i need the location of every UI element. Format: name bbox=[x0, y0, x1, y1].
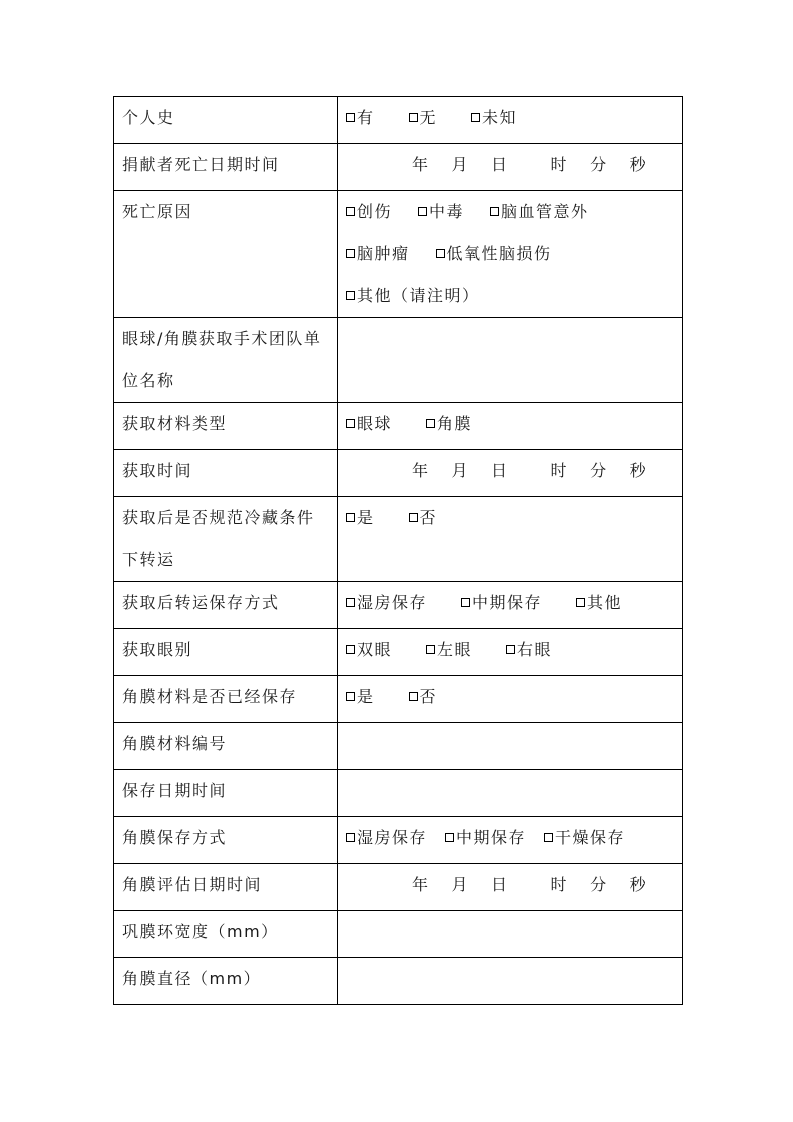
checkbox-option[interactable] bbox=[409, 497, 438, 539]
text-field[interactable] bbox=[338, 770, 683, 817]
option-label: 脑血管意外 bbox=[501, 202, 589, 221]
field-value bbox=[338, 191, 683, 318]
field-value bbox=[338, 629, 683, 676]
table-row bbox=[114, 958, 683, 1005]
checkbox-icon[interactable] bbox=[346, 833, 355, 842]
checkbox-icon[interactable] bbox=[346, 419, 355, 428]
checkbox-icon[interactable] bbox=[426, 419, 435, 428]
checkbox-option[interactable] bbox=[418, 191, 464, 233]
option-label: 其他（请注明） bbox=[357, 286, 480, 305]
year-unit: 年 bbox=[412, 461, 430, 480]
checkbox-icon[interactable] bbox=[346, 645, 355, 654]
checkbox-icon[interactable] bbox=[576, 598, 585, 607]
option-label: 湿房保存 bbox=[357, 828, 428, 847]
checkbox-option[interactable] bbox=[346, 497, 375, 539]
second-unit: 秒 bbox=[629, 875, 648, 894]
table-row bbox=[114, 911, 683, 958]
field-value bbox=[338, 403, 683, 450]
table-row bbox=[114, 676, 683, 723]
checkbox-icon[interactable] bbox=[445, 833, 454, 842]
checkbox-option[interactable] bbox=[544, 817, 625, 859]
field-label: 巩膜环宽度（mm） bbox=[114, 911, 338, 958]
checkbox-icon[interactable] bbox=[418, 207, 427, 216]
hour-unit: 时 bbox=[550, 461, 569, 480]
minute-unit: 分 bbox=[590, 875, 608, 894]
month-unit: 月 bbox=[451, 155, 470, 174]
field-value bbox=[338, 582, 683, 629]
checkbox-option[interactable] bbox=[346, 676, 375, 718]
field-label: 获取材料类型 bbox=[114, 403, 338, 450]
field-label: 获取时间 bbox=[114, 450, 338, 497]
option-label: 其他 bbox=[587, 593, 623, 612]
field-label: 角膜保存方式 bbox=[114, 817, 338, 864]
option-label: 是 bbox=[357, 508, 375, 527]
checkbox-icon[interactable] bbox=[461, 598, 470, 607]
option-label: 低氧性脑损伤 bbox=[446, 244, 552, 263]
checkbox-icon[interactable] bbox=[346, 207, 355, 216]
datetime-field[interactable] bbox=[338, 450, 683, 497]
option-label: 未知 bbox=[482, 108, 518, 127]
field-label: 死亡原因 bbox=[114, 191, 338, 318]
checkbox-icon[interactable] bbox=[506, 645, 515, 654]
minute-unit: 分 bbox=[590, 155, 608, 174]
field-label: 捐献者死亡日期时间 bbox=[114, 144, 338, 191]
checkbox-option[interactable] bbox=[409, 97, 438, 139]
option-label: 湿房保存 bbox=[357, 593, 428, 612]
checkbox-icon[interactable] bbox=[426, 645, 435, 654]
table-row bbox=[114, 723, 683, 770]
field-label: 获取后转运保存方式 bbox=[114, 582, 338, 629]
checkbox-icon[interactable] bbox=[409, 692, 418, 701]
checkbox-option[interactable] bbox=[490, 191, 589, 233]
option-label: 创伤 bbox=[357, 202, 393, 221]
option-label: 左眼 bbox=[437, 640, 473, 659]
checkbox-icon[interactable] bbox=[346, 249, 355, 258]
checkbox-option[interactable] bbox=[445, 817, 526, 859]
checkbox-icon[interactable] bbox=[409, 513, 418, 522]
year-unit: 年 bbox=[412, 875, 430, 894]
checkbox-option[interactable] bbox=[346, 275, 480, 317]
option-label: 否 bbox=[419, 687, 438, 706]
option-label: 角膜 bbox=[437, 414, 473, 433]
table-row bbox=[114, 817, 683, 864]
field-label: 获取后是否规范冷藏条件下转运 bbox=[114, 497, 338, 582]
checkbox-option[interactable] bbox=[471, 97, 517, 139]
option-label: 无 bbox=[419, 108, 438, 127]
field-label: 保存日期时间 bbox=[114, 770, 338, 817]
checkbox-option[interactable] bbox=[506, 629, 552, 671]
option-label: 否 bbox=[419, 508, 438, 527]
checkbox-icon[interactable] bbox=[436, 249, 445, 258]
table-row bbox=[114, 318, 683, 403]
field-label: 角膜材料编号 bbox=[114, 723, 338, 770]
checkbox-icon[interactable] bbox=[346, 513, 355, 522]
option-label: 中期保存 bbox=[456, 828, 527, 847]
field-value bbox=[338, 676, 683, 723]
second-unit: 秒 bbox=[629, 461, 648, 480]
checkbox-icon[interactable] bbox=[346, 692, 355, 701]
option-label: 脑肿瘤 bbox=[357, 244, 410, 263]
field-label: 角膜评估日期时间 bbox=[114, 864, 338, 911]
month-unit: 月 bbox=[451, 875, 470, 894]
checkbox-option[interactable] bbox=[436, 233, 552, 275]
donor-form-table bbox=[113, 96, 683, 1005]
minute-unit: 分 bbox=[590, 461, 608, 480]
field-label: 角膜直径（mm） bbox=[114, 958, 338, 1005]
field-value bbox=[338, 97, 683, 144]
option-label: 中毒 bbox=[429, 202, 465, 221]
checkbox-option[interactable] bbox=[346, 582, 427, 624]
checkbox-icon[interactable] bbox=[346, 113, 355, 122]
hour-unit: 时 bbox=[550, 875, 569, 894]
option-label: 有 bbox=[357, 108, 375, 127]
option-label: 是 bbox=[357, 687, 375, 706]
field-label: 个人史 bbox=[114, 97, 338, 144]
day-unit: 日 bbox=[491, 875, 509, 894]
table-row bbox=[114, 864, 683, 911]
day-unit: 日 bbox=[491, 461, 509, 480]
option-label: 双眼 bbox=[357, 640, 393, 659]
text-field[interactable] bbox=[338, 723, 683, 770]
table-row bbox=[114, 191, 683, 318]
field-value bbox=[338, 817, 683, 864]
checkbox-icon[interactable] bbox=[409, 113, 418, 122]
table-row bbox=[114, 97, 683, 144]
checkbox-icon[interactable] bbox=[346, 291, 355, 300]
checkbox-icon[interactable] bbox=[471, 113, 480, 122]
field-label: 眼球/角膜获取手术团队单位名称 bbox=[114, 318, 338, 403]
checkbox-option[interactable] bbox=[461, 582, 542, 624]
field-label: 获取眼别 bbox=[114, 629, 338, 676]
month-unit: 月 bbox=[451, 461, 470, 480]
table-row bbox=[114, 450, 683, 497]
option-label: 眼球 bbox=[357, 414, 393, 433]
option-label: 干燥保存 bbox=[555, 828, 626, 847]
hour-unit: 时 bbox=[550, 155, 569, 174]
checkbox-option[interactable] bbox=[346, 817, 427, 859]
checkbox-option[interactable] bbox=[576, 582, 622, 624]
checkbox-icon[interactable] bbox=[346, 598, 355, 607]
table-row bbox=[114, 629, 683, 676]
checkbox-option[interactable] bbox=[346, 191, 392, 233]
datetime-field[interactable] bbox=[338, 144, 683, 191]
checkbox-option[interactable] bbox=[346, 629, 392, 671]
checkbox-option[interactable] bbox=[346, 233, 410, 275]
option-label: 右眼 bbox=[517, 640, 553, 659]
table-row bbox=[114, 497, 683, 582]
checkbox-option[interactable] bbox=[346, 403, 392, 445]
second-unit: 秒 bbox=[629, 155, 648, 174]
field-label: 角膜材料是否已经保存 bbox=[114, 676, 338, 723]
table-row bbox=[114, 403, 683, 450]
checkbox-option[interactable] bbox=[426, 629, 472, 671]
option-label: 中期保存 bbox=[472, 593, 543, 612]
checkbox-icon[interactable] bbox=[490, 207, 499, 216]
field-value bbox=[338, 497, 683, 582]
datetime-field[interactable] bbox=[338, 864, 683, 911]
table-row bbox=[114, 770, 683, 817]
year-unit: 年 bbox=[412, 155, 430, 174]
text-field[interactable] bbox=[338, 958, 683, 1005]
text-field[interactable] bbox=[338, 911, 683, 958]
text-field[interactable] bbox=[338, 318, 683, 403]
checkbox-option[interactable] bbox=[409, 676, 438, 718]
checkbox-icon[interactable] bbox=[544, 833, 553, 842]
checkbox-option[interactable] bbox=[426, 403, 472, 445]
table-row bbox=[114, 582, 683, 629]
table-row bbox=[114, 144, 683, 191]
checkbox-option[interactable] bbox=[346, 97, 375, 139]
day-unit: 日 bbox=[491, 155, 509, 174]
